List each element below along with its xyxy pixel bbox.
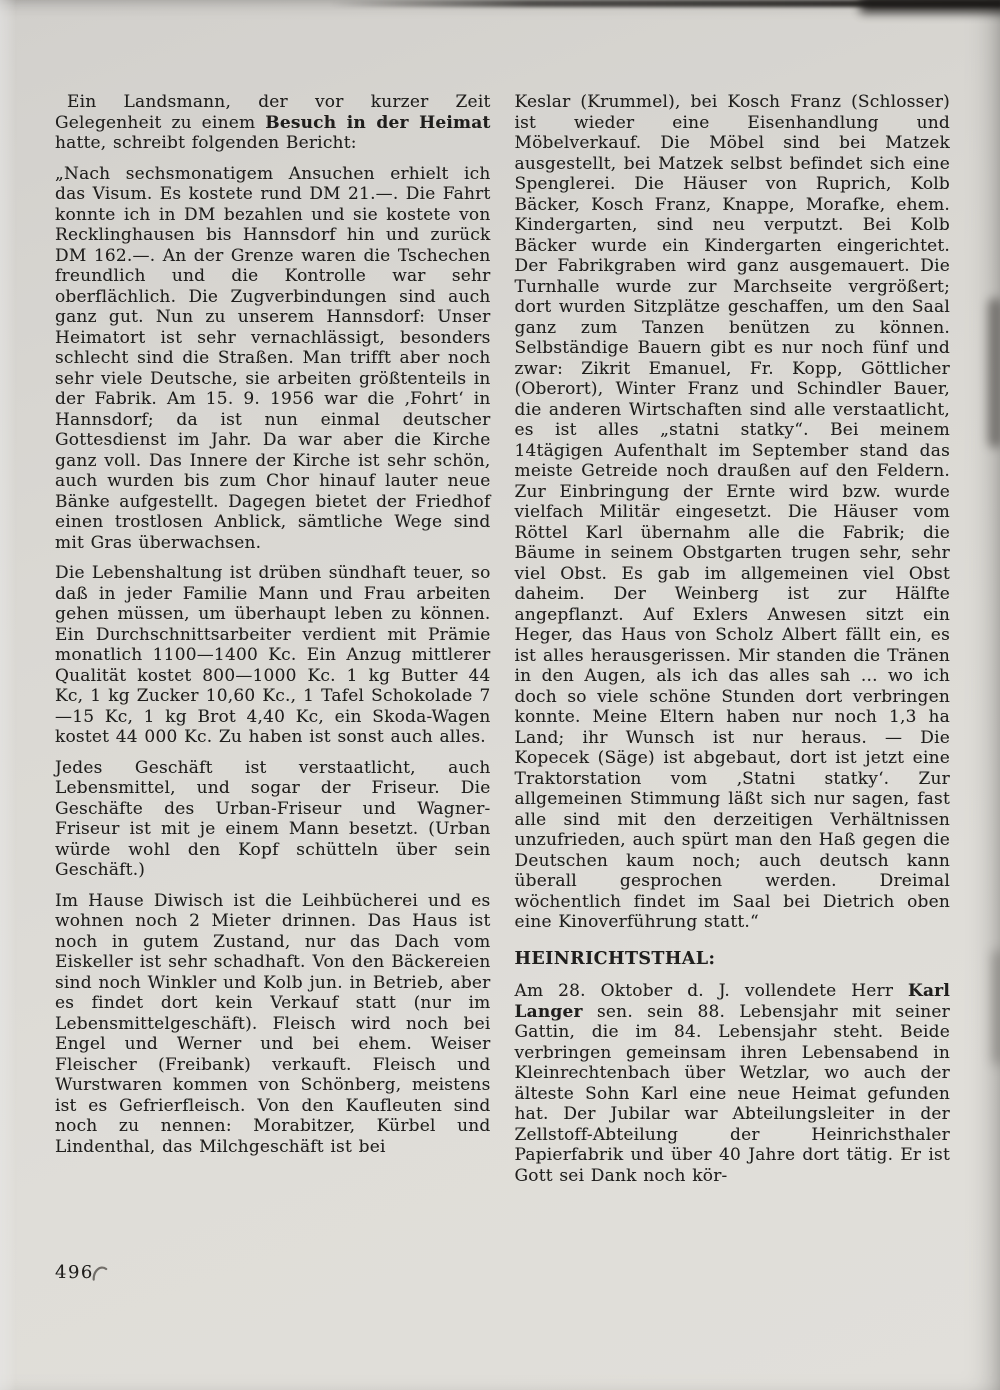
left-column (55, 92, 491, 1196)
right-column (515, 92, 951, 1196)
paragraph-lebenshaltung: Die Lebenshaltung ist drüben sündhaft teuer, so daß in jeder Familie Mann und Frau arbeiten gehen müssen, um überhaupt leben zu können. Ein Durchschnittsarbeiter verdient mit Prämie monatlich 1100—1400 Kc. Ein Anzug mittlerer Qualität kostet 800—1000 Kc. 1 kg Butter 44 Kc, 1 kg Zucker 10,60 Kc., 1 Tafel Schokolade 7—15 Kc, 1 kg Brot 4,40 Kc, ein Skoda-Wagen kostet 44 000 Kc. Zu haben ist sonst auch alles. (55, 563, 491, 747)
text-segment: Ein Landsmann, der vor kurzer Zeit Gelegenheit zu einem (55, 92, 491, 133)
paragraph-geschaefte: Jedes Geschäft ist verstaatlicht, auch Lebensmittel, und sogar der Friseur. Die Geschäfte des Urban-Friseur und Wagner-Friseur ist mit je einem Mann besetzt. (Urban würde wohl den Kopf schütteln über sein Geschäft.) (55, 757, 491, 880)
handwritten-mark (88, 1260, 115, 1288)
section-heading-heinrichtsthal: HEINRICHTSTHAL: (514, 948, 716, 969)
paragraph-visum-reise: „Nach sechsmonatigem Ansuchen erhielt ich das Visum. Es kostete rund DM 21.—. Die Fahrt konnte ich in DM bezahlen und sie kostete von Recklinghausen bis Hannsdorf hin und zurück DM 162.—. An der Grenze waren die Tschechen freundlich und die Kontrolle war sehr oberflächlich. Die Zugverbindungen sind auch ganz gut. Nun zu unserem Hannsdorf: Unser Heimatort ist sehr vernachlässigt, besonders schlecht sind die Straßen. Man trifft aber noch sehr viele Deutsche, sie arbeiten größtenteils in der Fabrik. Am 15. 9. 1956 war die ‚Fohrt‘ in Hannsdorf; da ist nun einmal deutscher Gottesdienst im Jahr. Da war aber die Kirche ganz voll. Das Innere der Kirche ist sehr schön, auch wurden bis zum Chor hinauf lauter neue Bänke aufgestellt. Dagegen bietet der Friedhof einen trostlosen Anblick, sämtliche Wege sind mit Gras überwachsen. (55, 163, 491, 553)
paragraph-haeuser-kaufleute: Im Hause Diwisch ist die Leihbücherei und es wohnen noch 2 Mieter drinnen. Das Haus ist noch in gutem Zustand, nur das Dach vom Eiskeller ist sehr schadhaft. Von den Bäckereien sind noch Winkler und Kolb jun. in Betrieb, aber es findet dort kein Verkauf statt (nur im Lebensmittelgeschäft). Fleisch wird noch bei Engel und Werner und bei ehem. Weiser Fleischer (Freibank) verkauft. Fleisch und Wurstwaren kommen von Schönberg, meistens ist es Gefrierfleisch. Von den Kaufleuten sind noch zu nennen: Morabitzer, Kürbel und Lindenthal, das Milchgeschäft ist bei (55, 890, 491, 1157)
text-segment: Am 28. Oktober d. J. vollendete Herr (514, 981, 908, 1001)
text-segment: sen. sein 88. Lebensjahr mit seiner Gattin, die im 84. Lebensjahr steht. Beide verbringen gemeinsam ihren Lebensabend in Kleinrechtenbach über Wetzlar, wo auch der älteste Sohn Karl eine neue Heimat gefunden hat. Der Jubilar war Abteilungsleiter in der Zellstoff-Abteilung der Heinrichsthaler Papierfabrik und über 40 Jahre dort tätig. Er ist Gott sei Dank noch kör- (514, 1001, 950, 1186)
text-segment: hatte, schreibt folgenden Bericht: (55, 133, 357, 153)
bold-text-besuch: Besuch in der Heimat (265, 112, 491, 133)
paragraph-report-intro (55, 92, 491, 154)
paragraph-report-fortsetzung: Keslar (Krummel), bei Kosch Franz (Schlosser) ist wieder eine Eisenhandlung und Möbelverkauf. Die Möbel sind bei Matzek ausgestellt, bei Matzek selbst befindet sich eine Spenglerei. Die Häuser von Ruprich, Kolb Bäcker, Kosch Franz, Knappe, Morafke, ehem. Kindergarten, sind neu verputzt. Bei Kolb Bäcker wurde ein Kindergarten eingerichtet. Der Fabrikgraben wird ganz ausgemauert. Die Turnhalle wurde zur Marchseite vergrößert; dort wurden Sitzplätze geschaffen, um den Saal ganz zum Tanzen benützen zu können. Selbständige Bauern gibt es nur noch fünf und zwar: Zikrit Emanuel, Fr. Kopp, Göttlicher (Oberort), Winter Franz und Schindler Bauer, die anderen Wirtschaften sind alle verstaatlicht, es ist alles „statni statky“. Bei meinem 14tägigen Aufenthalt im September stand das meiste Getreide noch draußen auf den Feldern. Zur Einbringung der Ernte wird bzw. wurde vielfach Militär eingesetzt. Die Häuser vom Röttel Karl übernahm alle die Fabrik; die Bäume in seinem Obstgarten trugen sehr, sehr viel Obst. Es gab im allgemeinen viel Obst daheim. Der Weinberg ist zur Hälfte angepflanzt. Auf Exlers Anwesen sitzt ein Heger, das Haus von Scholz Albert fällt ein, es ist alles herausgerissen. Mir standen die Tränen in den Augen, als ich das alles sah ... wo ich doch so viele schöne Stunden dort verbringen konnte. Meine Eltern haben nur noch 1,3 ha Land; ihr Wunsch ist nur heraus. — Die Kopecek (Säge) ist abgebaut, dort ist jetzt eine Traktorstation vom ‚Statni statky‘. Zur allgemeinen Stimmung läßt sich nur sagen, fast alle sind mit den derzeitigen Verhältnissen unzufrieden, auch spürt man den Haß gegen die Deutschen kaum noch; auch deutsch kann überall gesprochen werden. Dreimal wöchentlich findet im Saal bei Dietrich oben eine Kinoverführung statt.“ (514, 92, 950, 932)
paragraph-karl-langer (515, 981, 951, 1186)
page-number: 496 (55, 1262, 94, 1283)
bold-text-karl-langer: Karl Langer (514, 981, 950, 1022)
